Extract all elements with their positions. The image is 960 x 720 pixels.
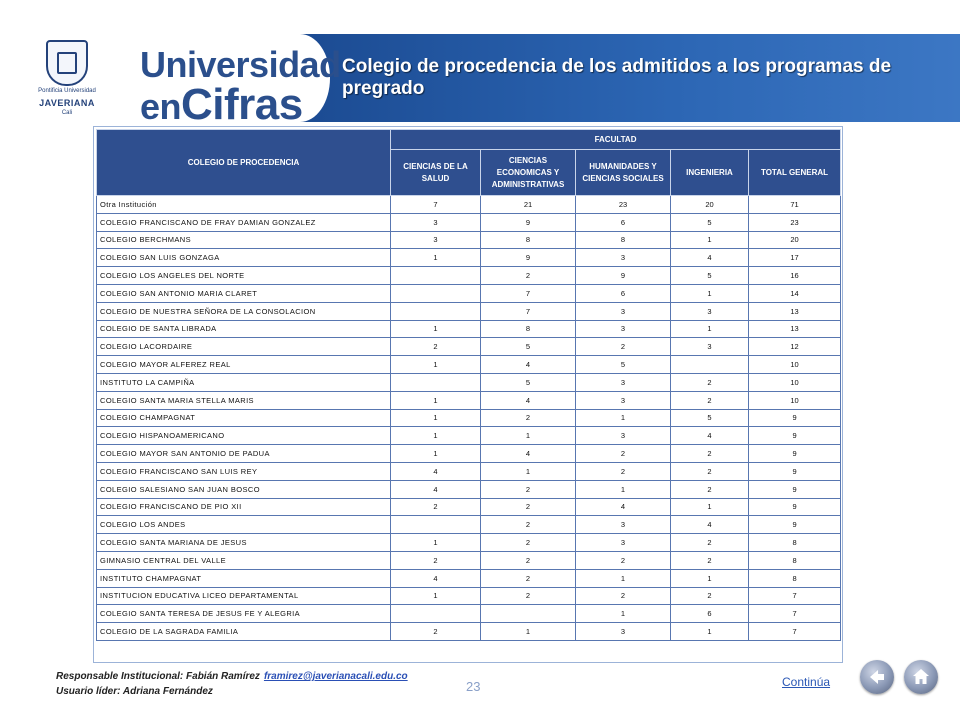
cell-count: 5 [481, 373, 576, 391]
table-body [97, 196, 841, 641]
cell-count: 3 [576, 320, 671, 338]
cell-count: 7 [391, 196, 481, 214]
cell-count: 2 [481, 498, 576, 516]
cell-count [391, 284, 481, 302]
col-header-economicas: CIENCIAS ECONOMICAS Y ADMINISTRATIVAS [481, 150, 576, 196]
cell-count: 10 [749, 356, 841, 374]
cell-count: 2 [481, 516, 576, 534]
cell-count: 2 [671, 462, 749, 480]
cell-count: 21 [481, 196, 576, 214]
cell-count: 2 [481, 480, 576, 498]
cell-count: 4 [481, 445, 576, 463]
table-row [97, 587, 841, 605]
responsible-email-link[interactable]: framirez@javerianacali.edu.co [263, 671, 408, 682]
table-row [97, 320, 841, 338]
cell-count: 13 [749, 320, 841, 338]
cell-count: 4 [671, 427, 749, 445]
cell-count: 1 [391, 356, 481, 374]
cell-school-name: INSTITUCION EDUCATIVA LICEO DEPARTAMENTAL [97, 587, 391, 605]
cell-count: 3 [576, 623, 671, 641]
cell-count: 2 [391, 551, 481, 569]
header-banner [0, 34, 960, 122]
cell-count: 2 [576, 551, 671, 569]
table-row [97, 267, 841, 285]
cell-count: 10 [749, 391, 841, 409]
cell-count: 5 [671, 409, 749, 427]
crest-city: Cali [61, 110, 73, 116]
cell-count [671, 356, 749, 374]
cell-school-name: COLEGIO SALESIANO SAN JUAN BOSCO [97, 480, 391, 498]
cell-count: 1 [481, 427, 576, 445]
table-row [97, 551, 841, 569]
cell-count: 10 [749, 373, 841, 391]
col-header-total: TOTAL GENERAL [749, 150, 841, 196]
cell-count: 1 [391, 445, 481, 463]
cell-count: 7 [481, 284, 576, 302]
cell-count: 1 [576, 409, 671, 427]
cell-count: 2 [671, 534, 749, 552]
cell-count: 14 [749, 284, 841, 302]
table-row [97, 445, 841, 463]
cell-school-name: COLEGIO DE LA SAGRADA FAMILIA [97, 623, 391, 641]
table-row [97, 480, 841, 498]
col-header-origin: COLEGIO DE PROCEDENCIA [97, 130, 391, 196]
home-icon [911, 667, 931, 687]
cell-count: 3 [576, 373, 671, 391]
cell-count: 8 [576, 231, 671, 249]
cell-school-name: Otra Institución [97, 196, 391, 214]
leader-line: Usuario líder: Adriana Fernández [56, 686, 213, 697]
cell-count: 1 [391, 249, 481, 267]
cell-school-name: COLEGIO MAYOR ALFEREZ REAL [97, 356, 391, 374]
cell-count [391, 373, 481, 391]
cell-count [391, 302, 481, 320]
table-row [97, 373, 841, 391]
cell-count: 4 [671, 249, 749, 267]
table-row [97, 409, 841, 427]
cell-count: 12 [749, 338, 841, 356]
cell-school-name: COLEGIO BERCHMANS [97, 231, 391, 249]
cell-count: 2 [481, 267, 576, 285]
cell-school-name: COLEGIO FRANCISCANO SAN LUIS REY [97, 462, 391, 480]
cell-school-name: COLEGIO SANTA MARIANA DE JESUS [97, 534, 391, 552]
cell-count: 3 [576, 302, 671, 320]
cell-school-name: COLEGIO CHAMPAGNAT [97, 409, 391, 427]
cell-school-name: INSTITUTO CHAMPAGNAT [97, 569, 391, 587]
cell-count: 3 [391, 213, 481, 231]
cell-count: 71 [749, 196, 841, 214]
table-row [97, 534, 841, 552]
cell-count: 5 [671, 213, 749, 231]
cell-school-name: COLEGIO LOS ANGELES DEL NORTE [97, 267, 391, 285]
cell-count: 4 [576, 498, 671, 516]
cell-count: 9 [749, 480, 841, 498]
table-row [97, 196, 841, 214]
cell-count: 17 [749, 249, 841, 267]
cell-count: 2 [481, 409, 576, 427]
cell-count: 7 [481, 302, 576, 320]
cell-count: 3 [576, 427, 671, 445]
table-row [97, 605, 841, 623]
cell-count [481, 605, 576, 623]
cell-count: 9 [481, 249, 576, 267]
cell-count: 2 [576, 338, 671, 356]
page-number: 23 [466, 679, 481, 694]
table-row [97, 623, 841, 641]
back-button[interactable] [860, 660, 894, 694]
cell-count: 6 [576, 284, 671, 302]
cell-school-name: COLEGIO FRANCISCANO DE FRAY DAMIAN GONZALEZ [97, 213, 391, 231]
cell-count: 2 [481, 587, 576, 605]
cell-count: 3 [671, 338, 749, 356]
cell-count: 1 [671, 569, 749, 587]
cell-count: 9 [749, 427, 841, 445]
brand-en: en [140, 86, 182, 122]
cell-school-name: COLEGIO LACORDAIRE [97, 338, 391, 356]
cell-count: 1 [576, 569, 671, 587]
crest-name: JAVERIANA [39, 98, 95, 108]
cell-school-name: COLEGIO LOS ANDES [97, 516, 391, 534]
cell-count: 4 [391, 462, 481, 480]
cell-count: 9 [749, 516, 841, 534]
cell-count: 1 [671, 623, 749, 641]
col-header-humanidades: HUMANIDADES Y CIENCIAS SOCIALES [576, 150, 671, 196]
cell-count: 5 [481, 338, 576, 356]
cell-count: 9 [749, 409, 841, 427]
cell-count: 2 [391, 338, 481, 356]
cell-count: 2 [481, 569, 576, 587]
cell-count: 8 [749, 551, 841, 569]
cell-count: 1 [576, 480, 671, 498]
cell-count: 8 [749, 534, 841, 552]
cell-count: 3 [576, 249, 671, 267]
table-row [97, 391, 841, 409]
home-button[interactable] [904, 660, 938, 694]
cell-count: 1 [576, 605, 671, 623]
cell-count: 9 [576, 267, 671, 285]
cell-school-name: INSTITUTO LA CAMPIÑA [97, 373, 391, 391]
cell-count: 3 [576, 534, 671, 552]
cell-count: 2 [576, 445, 671, 463]
crest-shield-icon [46, 40, 88, 86]
cell-school-name: COLEGIO HISPANOAMERICANO [97, 427, 391, 445]
cell-count: 1 [671, 231, 749, 249]
cell-count: 16 [749, 267, 841, 285]
brand-line2 [140, 80, 303, 122]
cell-count: 6 [576, 213, 671, 231]
cell-school-name: COLEGIO SANTA MARIA STELLA MARIS [97, 391, 391, 409]
cell-count: 1 [481, 462, 576, 480]
cell-count: 1 [391, 534, 481, 552]
cell-count: 7 [749, 623, 841, 641]
brand-cifras: Cifras [181, 80, 303, 122]
cell-count: 7 [749, 605, 841, 623]
cell-count: 2 [481, 551, 576, 569]
cell-school-name: COLEGIO DE SANTA LIBRADA [97, 320, 391, 338]
table-row [97, 249, 841, 267]
cell-count: 2 [671, 445, 749, 463]
cell-count: 1 [391, 427, 481, 445]
cell-school-name: COLEGIO MAYOR SAN ANTONIO DE PADUA [97, 445, 391, 463]
cell-count: 2 [576, 462, 671, 480]
cell-count: 2 [391, 498, 481, 516]
cell-count: 1 [671, 320, 749, 338]
cell-count: 20 [749, 231, 841, 249]
cell-count: 3 [391, 231, 481, 249]
cell-count [391, 605, 481, 623]
logo-area [0, 34, 341, 122]
cell-count: 1 [391, 409, 481, 427]
cell-count: 8 [749, 569, 841, 587]
cell-count: 1 [481, 623, 576, 641]
responsible-line [56, 671, 408, 682]
cell-count: 1 [391, 391, 481, 409]
cell-school-name: COLEGIO SANTA TERESA DE JESUS FE Y ALEGRIA [97, 605, 391, 623]
cell-school-name: GIMNASIO CENTRAL DEL VALLE [97, 551, 391, 569]
cell-count: 1 [671, 284, 749, 302]
col-header-facultad: FACULTAD [391, 130, 841, 150]
cell-count: 4 [481, 391, 576, 409]
page-title: Colegio de procedencia de los admitidos a los programas de pregrado [342, 56, 892, 99]
cell-count [391, 516, 481, 534]
responsible-label: Responsable Institucional: Fabián Ramírez [56, 671, 260, 682]
col-header-salud: CIENCIAS DE LA SALUD [391, 150, 481, 196]
cell-count: 20 [671, 196, 749, 214]
table-frame [93, 126, 843, 663]
table-row [97, 284, 841, 302]
table-row [97, 356, 841, 374]
cell-count: 3 [576, 516, 671, 534]
col-header-ingenieria: INGENIERIA [671, 150, 749, 196]
cell-count: 2 [671, 587, 749, 605]
cell-count: 8 [481, 320, 576, 338]
continue-link[interactable]: Continúa [782, 675, 831, 689]
cell-count: 8 [481, 231, 576, 249]
cell-count: 7 [749, 587, 841, 605]
cell-count: 1 [671, 498, 749, 516]
admissions-table [96, 129, 841, 641]
cell-count: 4 [391, 480, 481, 498]
crest-line1: Pontificia Universidad [38, 88, 96, 94]
cell-count: 3 [576, 391, 671, 409]
back-arrow-icon [867, 667, 887, 687]
cell-count: 2 [671, 551, 749, 569]
cell-count: 9 [749, 462, 841, 480]
cell-school-name: COLEGIO SAN LUIS GONZAGA [97, 249, 391, 267]
cell-count: 23 [749, 213, 841, 231]
cell-school-name: COLEGIO SAN ANTONIO MARIA CLARET [97, 284, 391, 302]
cell-count: 2 [671, 373, 749, 391]
cell-count: 2 [671, 391, 749, 409]
cell-count: 4 [481, 356, 576, 374]
cell-count: 13 [749, 302, 841, 320]
cell-count: 1 [391, 587, 481, 605]
cell-count: 4 [391, 569, 481, 587]
cell-count: 9 [749, 498, 841, 516]
cell-count: 2 [391, 623, 481, 641]
cell-count: 1 [391, 320, 481, 338]
cell-count: 3 [671, 302, 749, 320]
cell-count: 9 [749, 445, 841, 463]
table-row [97, 427, 841, 445]
table-row [97, 462, 841, 480]
cell-count: 2 [671, 480, 749, 498]
brand-line1: Universidad [140, 44, 341, 85]
cell-count: 23 [576, 196, 671, 214]
cell-count: 2 [481, 534, 576, 552]
cell-count: 2 [576, 587, 671, 605]
cell-school-name: COLEGIO FRANCISCANO DE PIO XII [97, 498, 391, 516]
cell-count: 5 [671, 267, 749, 285]
table-row [97, 302, 841, 320]
cell-school-name: COLEGIO DE NUESTRA SEÑORA DE LA CONSOLACION [97, 302, 391, 320]
cell-count: 5 [576, 356, 671, 374]
cell-count [391, 267, 481, 285]
table-row [97, 516, 841, 534]
table-row [97, 213, 841, 231]
table-row [97, 569, 841, 587]
university-crest [36, 40, 98, 120]
cell-count: 4 [671, 516, 749, 534]
table-row [97, 338, 841, 356]
table-row [97, 231, 841, 249]
table-row [97, 498, 841, 516]
cell-count: 9 [481, 213, 576, 231]
cell-count: 6 [671, 605, 749, 623]
